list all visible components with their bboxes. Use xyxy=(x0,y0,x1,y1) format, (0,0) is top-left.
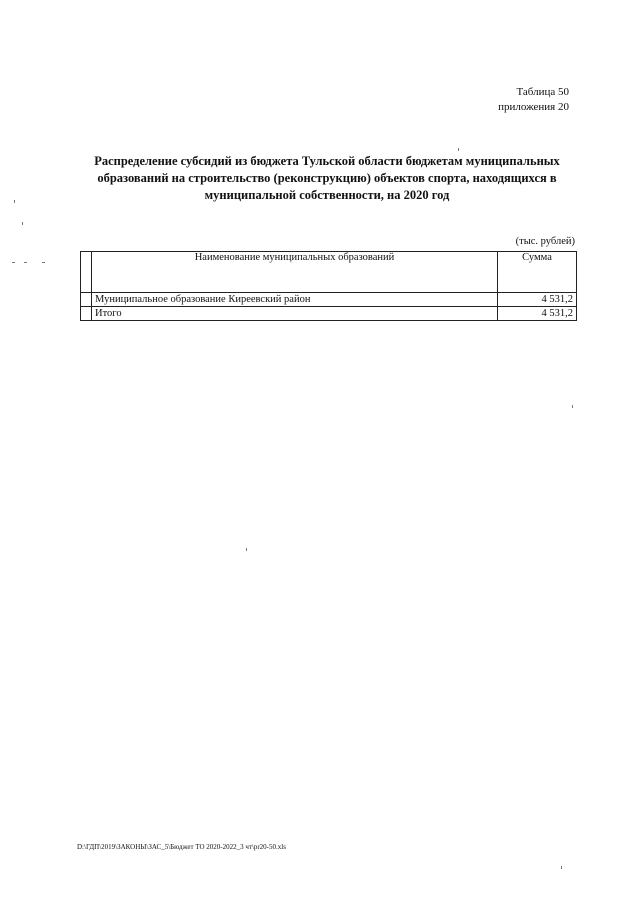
scan-speck xyxy=(14,200,15,203)
title-line-2: образований на строительство (реконструкцию) объектов спорта, находящихся в xyxy=(97,171,557,185)
title-line-3: муниципальной собственности, на 2020 год xyxy=(204,188,450,202)
name-column-header: Наименование муниципальных образований xyxy=(92,252,498,293)
file-path-footer: D:\ГДП\2019\ЗАКОНЫ\ЗАС_5\Бюджет ТО 2020-2022_3 чт\pr20-50.xls xyxy=(77,843,286,851)
scan-speck xyxy=(561,866,562,869)
sum-column-header: Сумма xyxy=(498,252,577,293)
subsidy-table xyxy=(80,251,577,321)
document-title xyxy=(60,153,594,204)
title-line-1: Распределение субсидий из бюджета Тульской области бюджетам муниципальных xyxy=(94,154,560,168)
index-column-header xyxy=(81,252,92,293)
index-cell xyxy=(81,307,92,321)
scan-speck xyxy=(572,405,573,408)
index-cell xyxy=(81,293,92,307)
appendix-number: приложения 20 xyxy=(498,101,569,113)
table-number: Таблица 50 xyxy=(516,86,569,98)
scan-speck xyxy=(12,262,15,263)
total-row xyxy=(81,307,577,321)
scan-speck xyxy=(22,222,23,225)
units-label: (тыс. рублей) xyxy=(515,236,575,247)
scan-speck xyxy=(24,262,27,263)
table-header-row xyxy=(81,252,577,293)
municipality-name-cell: Муниципальное образование Киреевский район xyxy=(92,293,498,307)
sum-cell: 4 531,2 xyxy=(498,293,577,307)
scan-speck xyxy=(246,548,247,551)
scan-speck xyxy=(458,148,459,151)
table-row xyxy=(81,293,577,307)
total-label-cell: Итого xyxy=(92,307,498,321)
table-reference xyxy=(498,85,569,115)
scan-speck xyxy=(42,262,45,263)
total-sum-cell: 4 531,2 xyxy=(498,307,577,321)
